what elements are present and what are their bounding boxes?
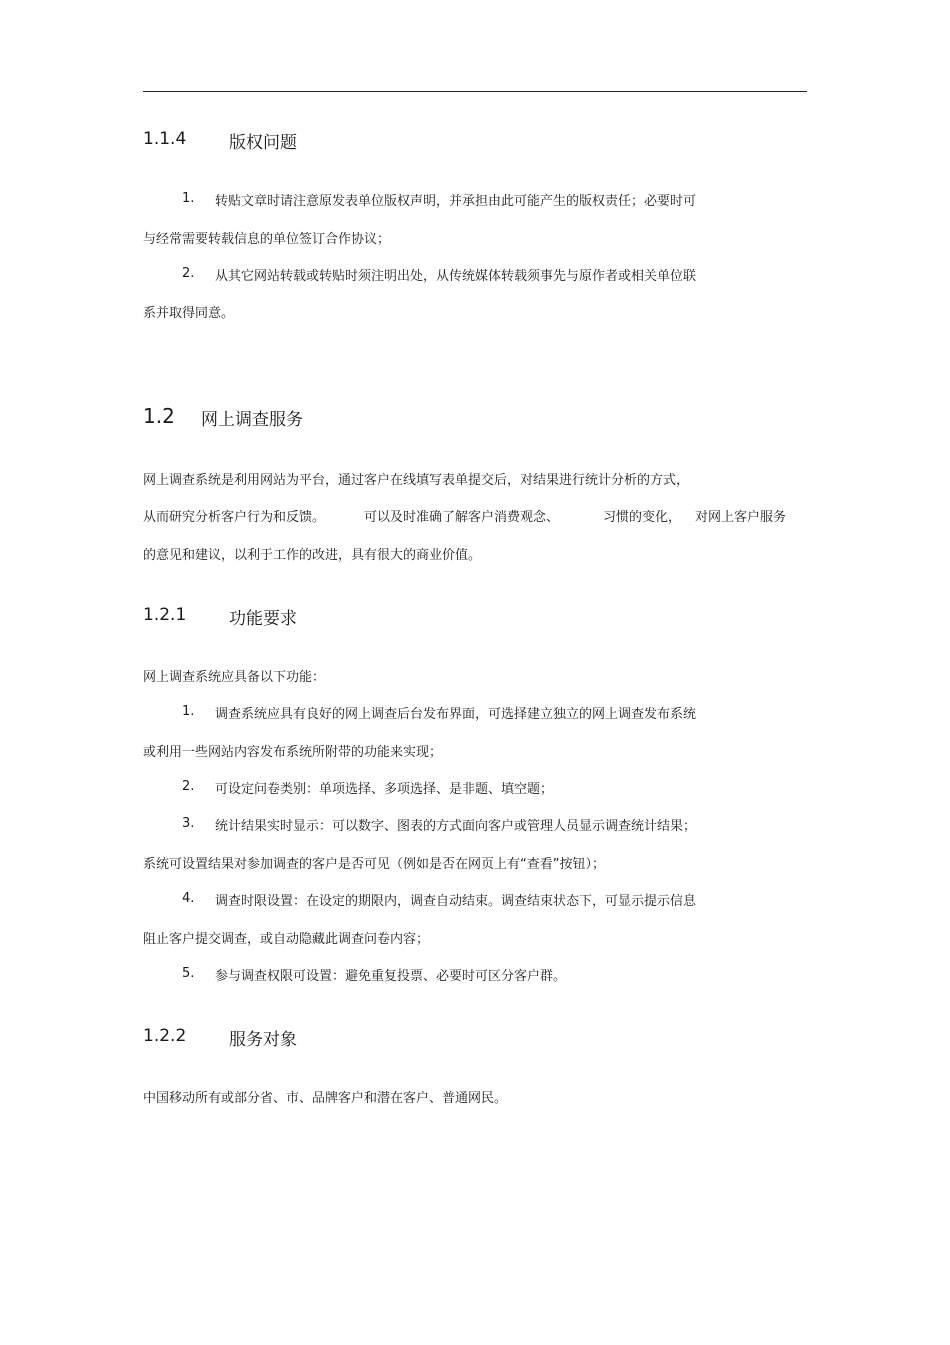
list-item-text: 统计结果实时显示：可以数字、图表的方式面向客户或管理人员显示调查统计结果； xyxy=(215,819,697,834)
list-item-text: 系并取得同意。 xyxy=(143,306,235,321)
paragraph-line: 的意见和建议，以利于工作的改进，具有很大的商业价值。 xyxy=(143,548,482,563)
list-item-text: 或利用一些网站内容发布系统所附带的功能来实现； xyxy=(143,745,443,760)
list-number: 1. xyxy=(182,191,195,206)
header-rule xyxy=(143,91,807,92)
list-item-text: 可设定问卷类别：单项选择、多项选择、是非题、填空题； xyxy=(215,782,554,797)
section-title: 版权问题 xyxy=(229,133,297,153)
section-number: 1.2 xyxy=(143,404,175,428)
section-title: 功能要求 xyxy=(229,609,297,629)
list-number: 2. xyxy=(182,779,195,794)
list-item-text: 转贴文章时请注意原发表单位版权声明，并承担由此可能产生的版权责任；必要时可 xyxy=(215,194,697,209)
paragraph-line: 习惯的变化， xyxy=(603,510,682,525)
list-item-text: 调查系统应具有良好的网上调查后台发布界面，可选择建立独立的网上调查发布系统 xyxy=(215,707,697,722)
list-item-text: 参与调查权限可设置：避免重复投票、必要时可区分客户群。 xyxy=(215,969,567,984)
paragraph-line: 网上调查系统是利用网站为平台，通过客户在线填写表单提交后，对结果进行统计分析的方式， xyxy=(143,473,690,488)
list-item-text: 与经常需要转载信息的单位签订合作协议； xyxy=(143,232,391,247)
paragraph-line: 对网上客户服务 xyxy=(695,510,787,525)
paragraph-line: 网上调查系统应具备以下功能： xyxy=(143,670,326,685)
paragraph-line: 可以及时准确了解客户消费观念、 xyxy=(364,510,560,525)
section-number: 1.2.2 xyxy=(143,1026,187,1046)
list-item-text: 系统可设置结果对参加调查的客户是否可见（例如是否在网页上有“查看”按钮）； xyxy=(143,857,605,872)
paragraph-line: 中国移动所有或部分省、市、品牌客户和潜在客户、普通网民。 xyxy=(143,1091,508,1106)
paragraph-line: 从而研究分析客户行为和反馈。 xyxy=(143,510,326,525)
list-item-text: 从其它网站转载或转贴时须注明出处，从传统媒体转载须事先与原作者或相关单位联 xyxy=(215,269,697,284)
list-number: 3. xyxy=(182,816,195,831)
list-number: 1. xyxy=(182,704,195,719)
section-title: 服务对象 xyxy=(229,1030,297,1050)
list-number: 2. xyxy=(182,266,195,281)
list-number: 4. xyxy=(182,891,195,906)
list-item-text: 调查时限设置：在设定的期限内，调查自动结束。调查结束状态下，可显示提示信息 xyxy=(215,894,697,909)
list-item-text: 阻止客户提交调查，或自动隐藏此调查问卷内容； xyxy=(143,932,430,947)
section-number: 1.2.1 xyxy=(143,605,187,625)
list-number: 5. xyxy=(182,966,195,981)
section-number: 1.1.4 xyxy=(143,129,187,149)
section-title: 网上调查服务 xyxy=(201,410,303,430)
